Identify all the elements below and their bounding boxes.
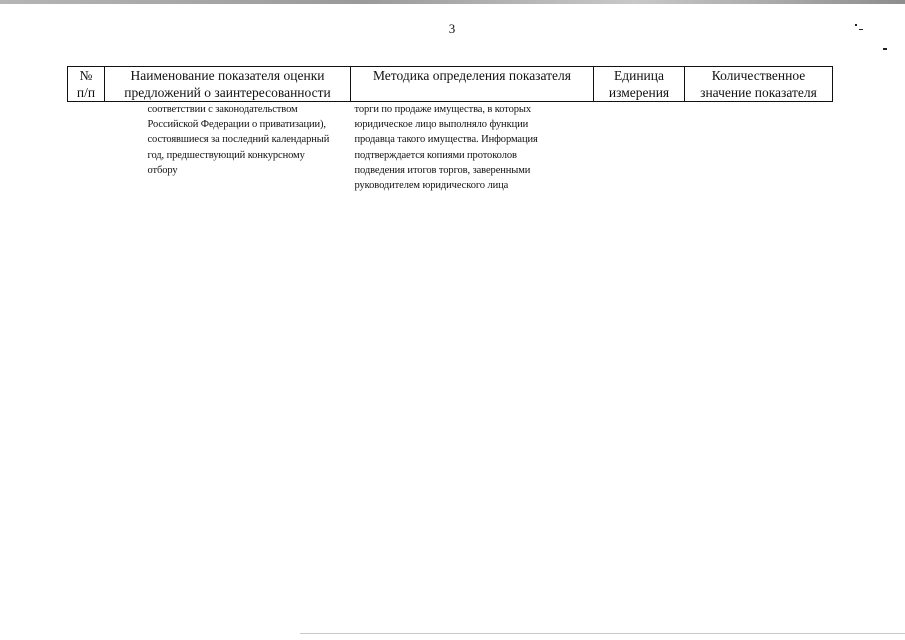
cell-line: отбору xyxy=(147,164,178,176)
header-line: Количественное xyxy=(711,68,806,83)
header-line: предложений о заинтересованности xyxy=(124,85,331,100)
header-line: измерения xyxy=(608,85,670,100)
header-line: значение показателя xyxy=(700,85,817,100)
cell-method xyxy=(351,102,594,194)
cell-line: соответствии с законодательством xyxy=(147,104,298,115)
scan-top-edge xyxy=(0,0,905,4)
cell-line: руководителем юридического лица xyxy=(354,180,509,192)
cell-value xyxy=(685,102,833,194)
cell-unit xyxy=(594,102,685,194)
page-number: 3 xyxy=(448,21,456,36)
scan-speck xyxy=(859,29,863,30)
header-line: п/п xyxy=(76,85,96,100)
header-method xyxy=(351,67,594,102)
header-unit xyxy=(594,67,685,102)
header-line: Методика определения показателя xyxy=(372,68,571,83)
header-line: Единица xyxy=(613,68,664,83)
cell-line: подведения итогов торгов, заверенными xyxy=(354,164,531,176)
header-line: № xyxy=(79,68,93,83)
cell-number xyxy=(68,102,105,194)
header-number xyxy=(68,67,105,102)
cell-line: торги по продаже имущества, в которых xyxy=(354,104,532,115)
table-row xyxy=(68,102,833,194)
scan-speck xyxy=(855,24,857,26)
cell-line: состоявшиеся за последний календарный xyxy=(147,134,330,146)
header-line: Наименование показателя оценки xyxy=(130,68,325,83)
scan-bottom-edge xyxy=(300,633,905,634)
scan-speck xyxy=(883,48,887,50)
cell-line: Российской Федерации о приватизации), xyxy=(147,119,326,131)
cell-line: год, предшествующий конкурсному xyxy=(147,149,305,161)
header-value xyxy=(685,67,833,102)
header-indicator-name xyxy=(105,67,351,102)
cell-line: подтверждается копиями протоколов xyxy=(354,149,517,161)
table-header-row xyxy=(68,67,833,102)
cell-indicator-name xyxy=(105,102,351,194)
cell-line: продавца такого имущества. Информация xyxy=(354,134,538,146)
header-line xyxy=(353,84,591,101)
indicators-table xyxy=(67,66,833,193)
cell-line: юридическое лицо выполняло функции xyxy=(354,119,529,131)
